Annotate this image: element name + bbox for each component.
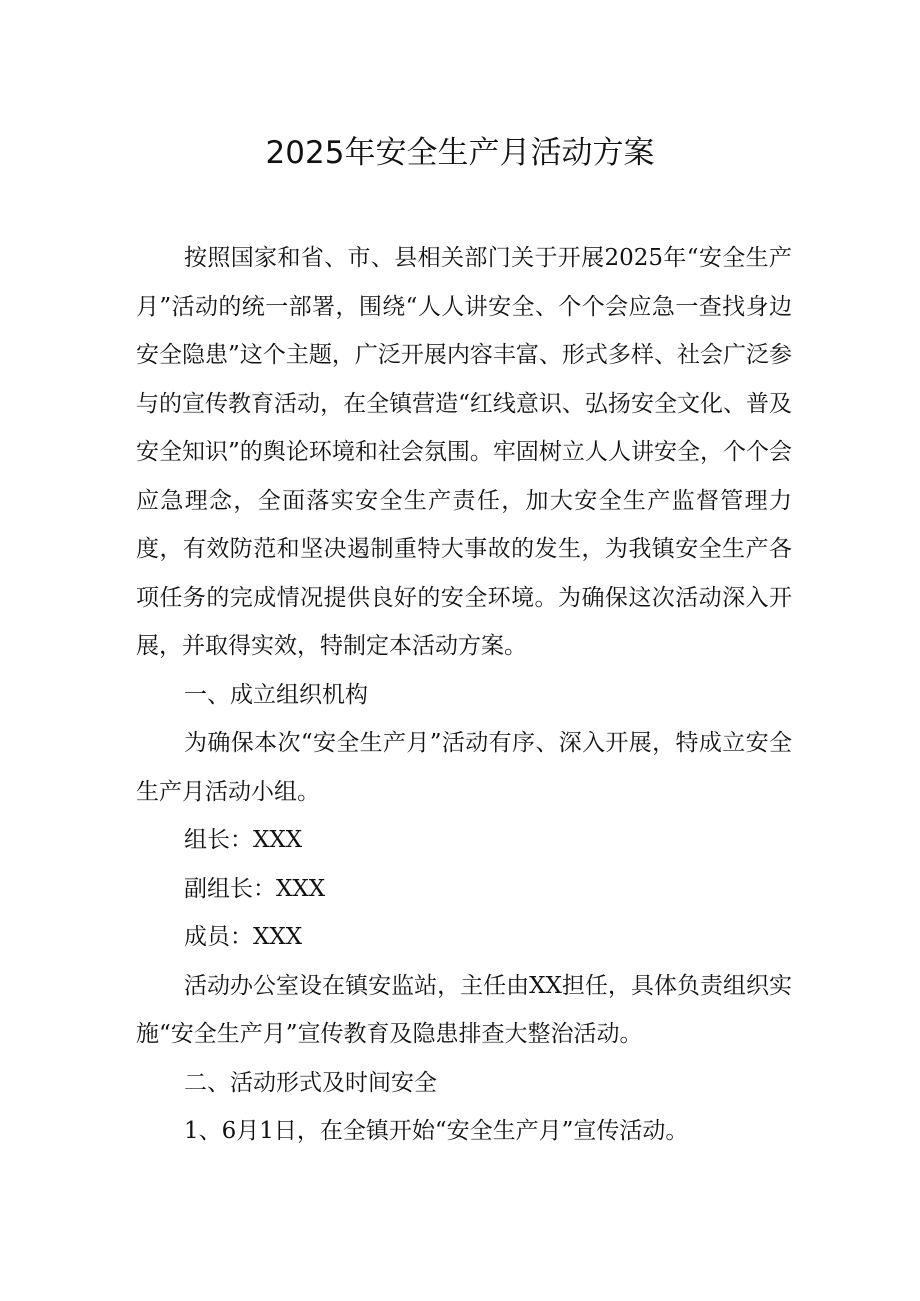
- section-1-paragraph: 为确保本次“安全生产月”活动有序、深入开展，特成立安全生产月活动小组。: [136, 730, 792, 805]
- members-line: 成员：XXX: [184, 924, 303, 950]
- section-1-heading: 一、成立组织机构: [184, 681, 368, 708]
- section-2-item-1: 1、6月1日，在全镇开始“安全生产月”宣传活动。: [184, 1118, 689, 1144]
- office-paragraph: 活动办公室设在镇安监站，主任由XX担任，具体负责组织实施“安全生产月”宣传教育及隐患排查大整治活动。: [136, 972, 792, 1047]
- document-title: 2025年安全生产月活动方案: [265, 135, 655, 171]
- leader-line: 组长：XXX: [184, 827, 303, 853]
- section-2-heading: 二、活动形式及时间安全: [184, 1069, 437, 1096]
- intro-paragraph: 按照国家和省、市、县相关部门关于开展2025年“安全生产月”活动的统一部署，围绕“人人讲安全、个个会应急一查找身边安全隐患”这个主题，广泛开展内容丰富、形式多样、社会广泛参与的宣传教育活动，在全镇营造“红线意识、弘扬安全文化、普及安全知识”的舆论环境和社会氛围。牢固树立人人讲安全，个个会应急理念，全面落实安全生产责任，加大安全生产监督管理力度，有效防范和坚决遏制重特大事故的发生，为我镇安全生产各项任务的完成情况提供良好的安全环境。为确保这次活动深入开展，并取得实效，特制定本活动方案。: [136, 245, 792, 659]
- deputy-leader-line: 副组长：XXX: [184, 875, 326, 902]
- document-body: [136, 234, 792, 1156]
